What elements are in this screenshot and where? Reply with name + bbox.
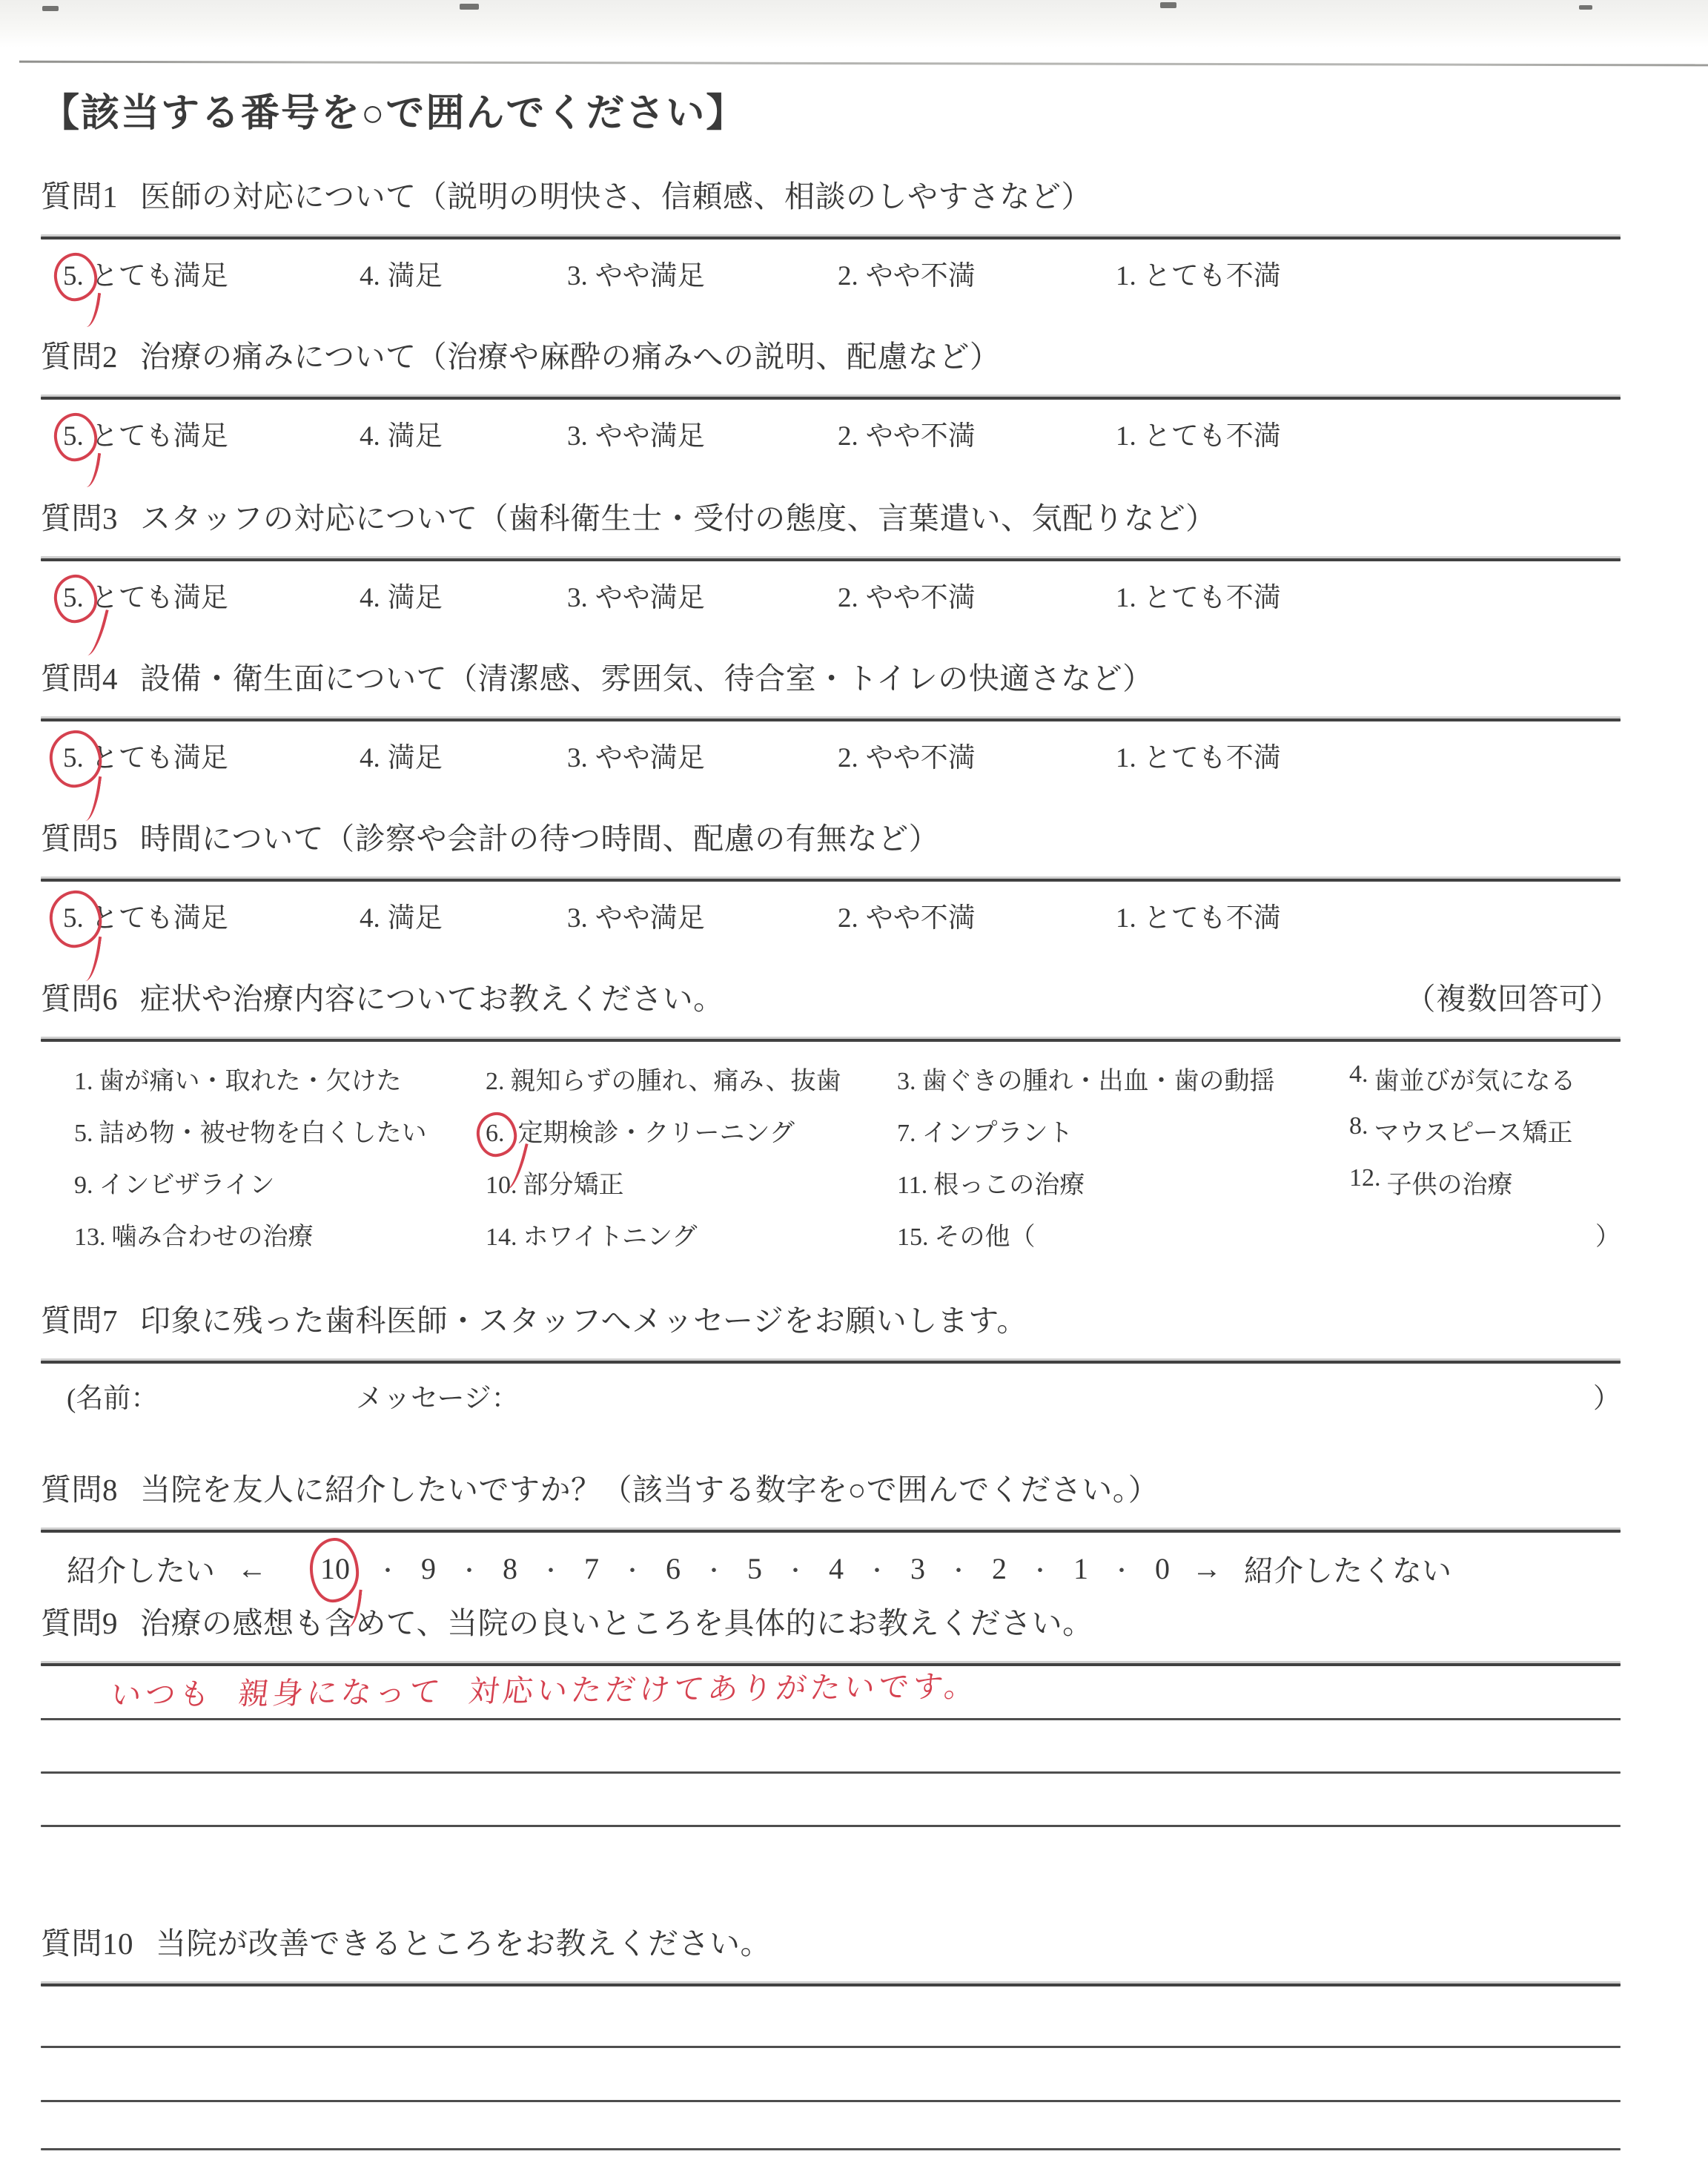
divider-line (41, 1039, 1621, 1042)
option-3: 3. やや満足 (567, 421, 705, 452)
answer-line (41, 1771, 1621, 1774)
item-row-2 (41, 1104, 1621, 1156)
question-8-section (41, 1468, 1621, 1590)
question-9-title: 治療の感想も含めて、当院の良いところを具体的にお教えください。 (140, 1606, 1093, 1640)
question-8-label: 質問8 (41, 1473, 118, 1507)
divider-line (41, 1984, 1621, 1986)
question-5-section (41, 817, 1621, 935)
scan-speck (42, 6, 59, 11)
scale-number-4: 4 (829, 1552, 844, 1586)
question-4-title: 設備・衛生面について（清潔感、雰囲気、待合室・トイレの快適さなど） (140, 661, 1153, 696)
scale-number-1: 1 (1073, 1552, 1088, 1586)
message-field-label: メッセージ： (356, 1384, 519, 1415)
question-7-title: 印象に残った歯科医師・スタッフへメッセージをお願いします。 (140, 1304, 1027, 1338)
handwritten-answer: いつも 親身になって 対応いただけてありがたいです。 (108, 1668, 981, 1713)
question-4-header (41, 657, 1621, 701)
red-circle-annotation: 5. (63, 582, 91, 614)
option-2: 2. やや不満 (838, 421, 976, 452)
divider-line (41, 237, 1621, 240)
option-4: 4. 満足 (360, 261, 443, 292)
answer-line (41, 2046, 1621, 2048)
option-3: 3. やや満足 (567, 743, 705, 774)
dot-separator: ・ (1110, 1559, 1133, 1584)
item-row-4 (41, 1208, 1621, 1260)
dot-separator: ・ (621, 1559, 643, 1584)
divider-line (41, 1361, 1621, 1364)
question-7-answer-row (41, 1375, 1621, 1416)
question-1-title: 医師の対応について（説明の明快さ、信頼感、相談のしやすさなど） (140, 179, 1093, 214)
option-4: 4. 満足 (360, 743, 443, 774)
item-1: 1. 歯が痛い・取れた・欠けた (74, 1067, 402, 1095)
option-4: 4. 満足 (360, 421, 443, 452)
question-7-section (41, 1299, 1621, 1416)
item-13: 13. 噛み合わせの治療 (74, 1223, 314, 1251)
question-7-header (41, 1299, 1621, 1343)
red-circle-annotation: 5. (63, 742, 91, 774)
question-1-options (41, 253, 1621, 293)
divider-line (41, 558, 1621, 561)
red-circle-annotation: 5. (63, 420, 91, 452)
dot-separator: ・ (947, 1559, 970, 1584)
scale-left-label: 紹介したい (67, 1554, 215, 1588)
question-3-section (41, 497, 1621, 615)
dot-separator: ・ (377, 1559, 399, 1584)
question-2-section (41, 335, 1621, 453)
scale-number-7: 7 (584, 1552, 599, 1586)
option-5: 5. とても満足 (63, 583, 228, 614)
scan-speck (1579, 5, 1592, 10)
option-2: 2. やや不満 (838, 261, 976, 292)
option-2: 2. やや不満 (838, 583, 976, 614)
question-5-title: 時間について（診察や会計の待つ時間、配慮の有無など） (140, 822, 940, 856)
option-3: 3. やや満足 (567, 583, 705, 614)
question-2-label: 質問2 (41, 340, 118, 374)
item-11: 11. 根っこの治療 (897, 1171, 1085, 1199)
scan-edge-line (19, 61, 1708, 67)
item-2: 2. 親知らずの腫れ、痛み、抜歯 (486, 1067, 841, 1095)
item-8: 8. マウスピース矯正 (1349, 1112, 1573, 1147)
question-6-note: （複数回答可） (1405, 982, 1621, 1016)
right-arrow-icon: → (1192, 1552, 1222, 1586)
option-5: 5. とても満足 (63, 261, 228, 292)
scale-number-3: 3 (910, 1552, 925, 1586)
question-9-header (41, 1602, 1621, 1645)
item-15: 15. その他（ (897, 1223, 1036, 1251)
question-5-header (41, 817, 1621, 861)
question-7-label: 質問7 (41, 1304, 118, 1338)
answer-line (41, 2148, 1621, 2150)
item-row-3 (41, 1156, 1621, 1208)
question-1-label: 質問1 (41, 179, 118, 214)
item-12: 12. 子供の治療 (1349, 1163, 1513, 1199)
question-4-section (41, 657, 1621, 775)
option-5: 5. とても満足 (63, 903, 228, 934)
dot-separator: ・ (1029, 1559, 1051, 1584)
item-3: 3. 歯ぐきの腫れ・出血・歯の動揺 (897, 1067, 1275, 1095)
item-row-1 (41, 1052, 1621, 1104)
answer-line (41, 2100, 1621, 2102)
item-9: 9. インビザライン (74, 1171, 275, 1199)
question-1-section (41, 175, 1621, 293)
item-7: 7. インプラント (897, 1119, 1073, 1147)
scan-speck (460, 4, 479, 10)
left-arrow-icon: ← (237, 1552, 267, 1586)
question-6-items (41, 1052, 1621, 1260)
question-3-options (41, 575, 1621, 615)
question-2-title: 治療の痛みについて（治療や麻酔の痛みへの説明、配慮など） (140, 340, 1001, 374)
question-9-label: 質問9 (41, 1606, 118, 1640)
question-5-options (41, 895, 1621, 935)
question-6-header (41, 977, 1621, 1021)
scale-number-8: 8 (503, 1552, 517, 1586)
scale-number-6: 6 (666, 1552, 681, 1586)
option-1: 1. とても不満 (1116, 421, 1281, 452)
question-10-title: 当院が改善できるところをお教えください。 (156, 1926, 771, 1961)
question-3-label: 質問3 (41, 501, 118, 535)
scale-number-9: 9 (421, 1552, 436, 1586)
red-circle-annotation: 5. (63, 260, 91, 292)
option-1: 1. とても不満 (1116, 903, 1281, 934)
divider-line (41, 1530, 1621, 1533)
close-paren: ） (1593, 1384, 1621, 1415)
option-2: 2. やや不満 (838, 903, 976, 934)
dot-separator: ・ (540, 1559, 562, 1584)
question-8-scale (41, 1548, 1621, 1590)
question-9-answer-line-1 (41, 1666, 1621, 1720)
name-field-label: (名前： (67, 1384, 159, 1415)
scan-speck (1160, 2, 1176, 8)
question-8-header (41, 1468, 1621, 1512)
option-2: 2. やや不満 (838, 743, 976, 774)
question-4-options (41, 735, 1621, 775)
option-4: 4. 満足 (360, 903, 443, 934)
question-8-title: 当院を友人に紹介したいですか？（該当する数字を○で囲んでください。） (140, 1473, 1159, 1507)
option-1: 1. とても不満 (1116, 583, 1281, 614)
item-6: 6. 定期検診・クリーニング (486, 1119, 795, 1147)
question-2-options (41, 413, 1621, 453)
question-3-title: スタッフの対応について（歯科衛生士・受付の態度、言葉遣い、気配りなど） (140, 501, 1217, 535)
item-15-close-paren: ） (1595, 1223, 1621, 1251)
dot-separator: ・ (866, 1559, 888, 1584)
question-6-title: 症状や治療内容についてお教えください。 (140, 982, 724, 1016)
dot-separator: ・ (703, 1559, 725, 1584)
option-1: 1. とても不満 (1116, 261, 1281, 292)
question-6-section (41, 977, 1621, 1260)
dot-separator: ・ (458, 1559, 480, 1584)
item-5: 5. 詰め物・被せ物を白くしたい (74, 1119, 427, 1147)
option-5: 5. とても満足 (63, 743, 228, 774)
red-circle-annotation: 5. (63, 902, 91, 934)
scale-number-0: 0 (1155, 1552, 1170, 1586)
scale-number-5: 5 (747, 1552, 762, 1586)
divider-line (41, 879, 1621, 882)
option-4: 4. 満足 (360, 583, 443, 614)
scale-right-label: 紹介したくない (1244, 1554, 1452, 1588)
question-6-title-wrap (41, 977, 724, 1021)
question-1-header (41, 175, 1621, 219)
red-circle-annotation: 6. (486, 1120, 511, 1148)
item-14: 14. ホワイトニング (486, 1223, 698, 1251)
scale-number-10: 10 (320, 1552, 350, 1586)
question-9-section (41, 1602, 1621, 1827)
option-1: 1. とても不満 (1116, 743, 1281, 774)
question-10-section (41, 1922, 1621, 2150)
question-3-header (41, 497, 1621, 541)
question-10-label: 質問10 (41, 1926, 133, 1961)
page-title: 【該当する番号を○で囲んでください】 (41, 93, 747, 135)
divider-line (41, 719, 1621, 721)
question-10-header (41, 1922, 1621, 1966)
item-10: 10. 部分矯正 (486, 1171, 624, 1199)
red-circle-annotation (320, 1551, 350, 1586)
item-4: 4. 歯並びが気になる (1349, 1060, 1576, 1095)
question-5-label: 質問5 (41, 822, 118, 856)
option-5: 5. とても満足 (63, 421, 228, 452)
option-3: 3. やや満足 (567, 903, 705, 934)
question-2-header (41, 335, 1621, 379)
option-3: 3. やや満足 (567, 261, 705, 292)
dot-separator: ・ (784, 1559, 807, 1584)
question-4-label: 質問4 (41, 661, 118, 696)
answer-line (41, 1825, 1621, 1827)
question-6-label: 質問6 (41, 982, 118, 1016)
scale-number-2: 2 (992, 1552, 1007, 1586)
divider-line (41, 397, 1621, 400)
scan-edge-band (0, 0, 1708, 47)
